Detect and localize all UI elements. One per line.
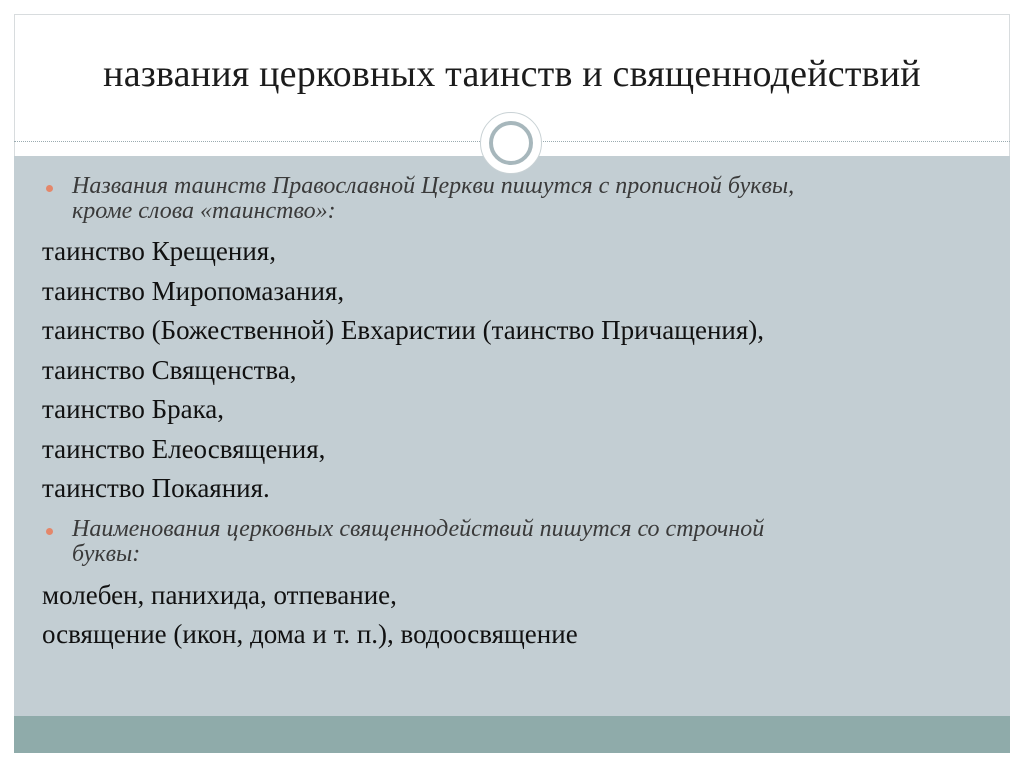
- bullet-line: буквы:: [72, 541, 141, 567]
- rite-line: освящение (икон, дома и т. п.), водоосвящение: [42, 619, 578, 649]
- sacrament-line: таинство Священства,: [42, 355, 297, 385]
- sacrament-line: таинство Крещения,: [42, 236, 276, 266]
- sacrament-line: таинство (Божественной) Евхаристии (таинство Причащения),: [42, 315, 765, 345]
- ring-ornament-icon: [480, 112, 542, 174]
- bullet-dot-icon: [46, 185, 53, 192]
- ring-inner: [489, 121, 533, 165]
- bullet-line: Наименования церковных священнодействий пишутся со строчной: [72, 516, 765, 542]
- sacrament-line: таинство Елеосвящения,: [42, 434, 326, 464]
- bullet-line: кроме слова «таинство»:: [72, 198, 336, 224]
- bullet-text: [72, 517, 972, 567]
- bullet-text: [72, 174, 972, 224]
- sacrament-line: таинство Миропомазания,: [42, 276, 345, 306]
- sacrament-line: таинство Брака,: [42, 394, 225, 424]
- bullet-line: Названия таинств Православной Церкви пишутся с прописной буквы,: [72, 173, 795, 199]
- rite-line: молебен, панихида, отпевание,: [42, 580, 397, 610]
- slide-title: названия церковных таинств и священнодействий: [103, 53, 921, 95]
- bullet-dot-icon: [46, 528, 53, 535]
- sacrament-line: таинство Покаяния.: [42, 473, 270, 503]
- bottom-band: [14, 716, 1010, 753]
